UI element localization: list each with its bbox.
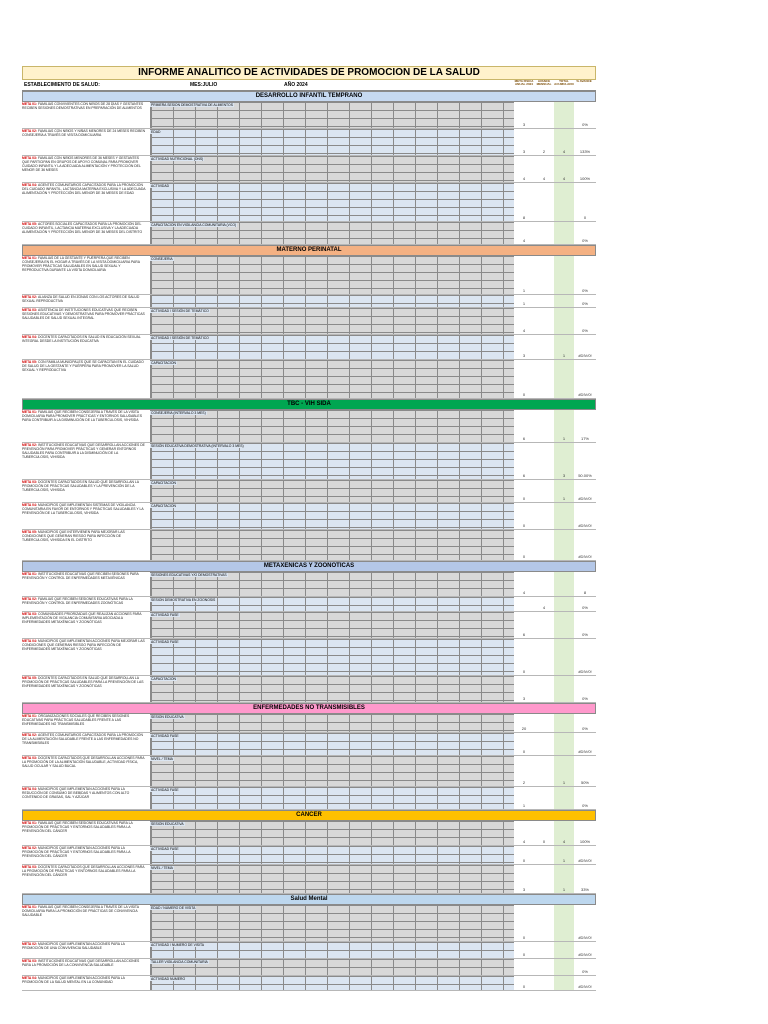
value-cells xyxy=(514,905,596,941)
goal-label: META 02: xyxy=(22,443,39,447)
goal-text: META 02: MUNICIPIOS QUE IMPLEMENTAN ACCIONES PARA LA PROMOCIÓN DE PRÁCTICAS Y ENTORNOS SALUDABLES PARA LA PREVENCIÓN DEL CÁNCER xyxy=(22,846,131,858)
activity-label: SESION EDUCATIVA xyxy=(151,822,184,826)
meta-value: 0 xyxy=(522,669,526,674)
percent-value: 100% xyxy=(579,839,591,844)
meta-value: 0 xyxy=(522,496,526,501)
total-bg xyxy=(554,676,574,702)
report-sheet xyxy=(22,66,596,989)
meta-value: 6 xyxy=(522,473,526,478)
avance-value: 4 xyxy=(542,176,546,181)
activity-grid xyxy=(150,256,514,294)
goal-label: META 03: xyxy=(22,959,39,963)
value-cells xyxy=(514,129,596,155)
value-cells xyxy=(514,846,596,864)
value-cells xyxy=(514,787,596,809)
goal-label: META 05: xyxy=(22,222,39,226)
goal-text: META 05: MUNICIPIOS QUE INTERVIENEN PARA MEJORAR LAS CONDICIONES QUE GENERAN RIESGO PARA INFECCIÓN DE TUBERCULOSIS, VIH/SIDA EN EL DISTRITO xyxy=(22,530,125,542)
value-cells xyxy=(514,676,596,702)
month-label: MES:JULIO xyxy=(190,82,218,88)
value-cells xyxy=(514,597,596,611)
goal-label: META 01: xyxy=(22,256,39,260)
goal-text: META 05: CON FAMILIA MUNICIPALES QUE SE CAPACITAN EN EL CUIDADO DE SALUD DE LA GESTANTE Y PUÉRPERA PARA PROMOVER LA SALUD SEXUAL Y REPRODUCTIVA xyxy=(22,360,144,372)
activity-label: ACTIVIDAD / NUMERO DE VISITA xyxy=(151,943,205,947)
goal-text: META 04: DOCENTES CAPACITADOS EN SALUD EN EDUCACIÓN SEXUAL INTEGRAL DESDE LA INSTITUCIÓN EDUCATIVA xyxy=(22,335,141,343)
percent-value: #DIV/0! xyxy=(578,523,592,528)
total-bg xyxy=(554,530,574,560)
goal-row xyxy=(22,156,596,183)
goal-label: META 05: xyxy=(22,530,39,534)
establishment-label: ESTABLECIMIENTO DE SALUD: xyxy=(24,82,100,88)
avance-value: 4 xyxy=(542,605,546,610)
activity-label: CAPACITACION xyxy=(151,481,176,485)
value-cells xyxy=(514,308,596,334)
sections xyxy=(22,91,596,991)
goal-text: META 03: DOCENTES CAPACITADOS QUE DESARROLLAN ACCIONES PARA LA PROMOCIÓN DE PRÁCTICAS Y ENTORNOS SALUDABLES PARA LA PREVENCIÓN DEL CÁNCER xyxy=(22,865,145,877)
goal-label: META 03: xyxy=(22,156,39,160)
goal-text: META 02: INSTITUCIONES EDUCATIVAS QUE DESARROLLAN ACCIONES DE PREVENCIÓN PARA PROMOVER PRÁCTICAS Y GENERAR ENTORNOS SALUDABLES PARA CONTRIBUIR A LA DISMINUCIÓN DE LA TUBERCULOSIS, VIH/SIDA xyxy=(22,443,145,459)
goal-row xyxy=(22,222,596,245)
goal-text: META 04: MUNICIPIOS QUE IMPLEMENTAN ACCIONES PARA MEJORAR LAS CONDICIONES QUE GENERAN RIESGO PARA INFECCIÓN DE ENFERMEDADES METAXÉNICAS Y ZOONÓTICAS xyxy=(22,639,145,651)
value-cells xyxy=(514,480,596,502)
activity-label: CONSEJERIA (INTERVALO 3 MES) xyxy=(151,411,206,415)
activity-grid xyxy=(150,787,514,809)
percent-value: 0% xyxy=(582,238,588,243)
percent-value: #DIV/0! xyxy=(578,749,592,754)
meta-value: 4 xyxy=(522,238,526,243)
year-label: AÑO 2024 xyxy=(284,82,308,88)
col-meta: META FISICA ANUAL 2024 xyxy=(514,79,534,87)
activity-label: CAPACITACION EN VIGILANCIA COMUNITARIA (VCO) xyxy=(151,223,237,227)
goal-row xyxy=(22,733,596,756)
goal-label: META 01: xyxy=(22,572,39,576)
value-cells xyxy=(514,572,596,596)
percent-value: 17% xyxy=(580,436,589,441)
value-cells xyxy=(514,360,596,398)
percent-value: 100% xyxy=(579,176,591,181)
goal-label: META 03: xyxy=(22,480,39,484)
section-header: ENFERMEDADES NO TRANSMISIBLES xyxy=(22,703,596,714)
goal-row xyxy=(22,335,596,360)
total-bg xyxy=(554,714,574,732)
col-total: TOTAL ACUMULADO xyxy=(554,79,574,87)
meta-value: 1 xyxy=(522,803,526,808)
percent-value: 0% xyxy=(582,328,588,333)
goal-text: META 02: MUNICIPIOS QUE IMPLEMENTAN ACCIONES PARA LA PROMOCIÓN DE UNA CONVIVENCIA SALUDABLE xyxy=(22,942,125,950)
goal-label: META 03: xyxy=(22,308,39,312)
goal-text: META 01: FAMILIAS QUE RECIBEN CONSEJERÍA A TRAVÉS DE LA VISITA DOMICILIARIA PARA PROMOVER PRÁCTICAS Y ENTORNOS SALUDABLES PARA CONTRIBUIR A LA DISMINUCIÓN DE LA TUBERCULOSIS, VIH/SIDA xyxy=(22,410,142,422)
percent-value: #DIV/0! xyxy=(578,669,592,674)
report-header xyxy=(22,80,596,91)
total-bg xyxy=(554,503,574,529)
total-value: 3 xyxy=(562,473,566,478)
goal-text: META 02: FAMILIAS QUE RECIBEN SESIONES EDUCATIVAS PARA LA PREVENCIÓN Y CONTROL DE ENFERMEDADES ZOONÓTICAS xyxy=(22,597,133,605)
value-cells xyxy=(514,821,596,845)
total-bg xyxy=(554,102,574,128)
goal-text: META 01: FAMILIAS QUE RECIBEN CONSEJERÍA A TRAVÉS DE LA VISITA DOMICILIARIA PARA LA PROMOCIÓN DE PRÁCTICAS DE CONVIVENCIA SALUDABLE xyxy=(22,905,139,917)
goal-row xyxy=(22,360,596,399)
activity-label: CAPACITACION xyxy=(151,677,176,681)
goal-text: META 04: MUNICIPIOS QUE IMPLEMENTAN ACCIONES PARA LA REDUCCIÓN DE CONSUMO DE BEBIDAS Y ALIMENTOS CON ALTO CONTENIDO DE GRASAS, SAL Y AZÚCAR xyxy=(22,787,130,799)
activity-label: ACTIVIDAD xyxy=(151,184,170,188)
meta-value: 6 xyxy=(522,436,526,441)
goal-text: META 02: ALIANZA DE SALUD EN ZONAS CON LOS ACTORES DE SALUD SEXUAL REPRODUCTIVA xyxy=(22,295,140,303)
goal-label: META 03: xyxy=(22,756,39,760)
percent-value: 8 xyxy=(583,590,587,595)
activity-label: NIVEL / TEMA xyxy=(151,866,173,870)
percent-value: #DIV/0! xyxy=(578,984,592,989)
goal-row xyxy=(22,102,596,129)
value-cells xyxy=(514,102,596,128)
goal-row xyxy=(22,572,596,597)
percent-value: 0% xyxy=(582,605,588,610)
activity-grid xyxy=(150,183,514,221)
meta-value: 0 xyxy=(522,392,526,397)
activity-grid xyxy=(150,612,514,638)
meta-value: 6 xyxy=(522,632,526,637)
goal-label: META 04: xyxy=(22,639,39,643)
percent-value: #DIV/0! xyxy=(578,952,592,957)
goal-label: META 03: xyxy=(22,865,39,869)
activity-grid xyxy=(150,714,514,732)
goal-row xyxy=(22,295,596,308)
activity-grid xyxy=(150,846,514,864)
goal-row xyxy=(22,597,596,612)
value-cells xyxy=(514,865,596,893)
goal-row xyxy=(22,959,596,976)
total-bg xyxy=(554,787,574,809)
section-header: TBC - VIH SIDA xyxy=(22,399,596,410)
section-header: CANCER xyxy=(22,810,596,821)
total-value: 4 xyxy=(562,839,566,844)
goal-label: META 02: xyxy=(22,597,39,601)
percent-value: 0% xyxy=(582,726,588,731)
activity-label: CONSEJERIA xyxy=(151,257,173,261)
goal-label: META 01: xyxy=(22,821,39,825)
activity-grid xyxy=(150,756,514,786)
total-bg xyxy=(554,597,574,611)
avance-value: 0 xyxy=(542,839,546,844)
meta-value: 1 xyxy=(522,301,526,306)
meta-value: 0 xyxy=(522,984,526,989)
col-avance: AVANCE MENSUAL xyxy=(536,79,552,87)
goal-text: META 03: DOCENTES CAPACITADOS QUE DESARROLLAN ACCIONES PARA LA PROMOCIÓN DE LA ALIMENTACIÓN SALUDABLE, ACTIVIDAD FÍSICA, SALUD OCULAR Y SALUD BUCAL xyxy=(22,756,145,768)
activity-label: EDAD xyxy=(151,130,161,134)
goal-text: META 02: FAMILIAS CON NIÑOS Y NIÑAS MENORES DE 24 MESES RECIBEN CONSEJERÍA A TRAVÉS DE VISITA DOMICILIARIA xyxy=(22,129,146,137)
goal-row xyxy=(22,443,596,480)
percent-value: #DIV/0! xyxy=(578,496,592,501)
meta-value: 1 xyxy=(522,288,526,293)
goal-text: META 03: DOCENTES CAPACITADOS EN SALUD QUE DESARROLLAN LA PROMOCIÓN DE PRÁCTICAS SALUDABLES Y LA PREVENCIÓN DE LA TUBERCULOSIS, VIH/SIDA xyxy=(22,480,139,492)
total-value: 1 xyxy=(562,887,566,892)
goal-row xyxy=(22,787,596,810)
total-bg xyxy=(554,295,574,307)
goal-label: META 01: xyxy=(22,714,39,718)
goal-row xyxy=(22,256,596,295)
goal-label: META 02: xyxy=(22,942,39,946)
percent-value: #DIV/0! xyxy=(578,858,592,863)
percent-value: 50.00% xyxy=(578,473,592,478)
activity-grid xyxy=(150,639,514,675)
goal-row xyxy=(22,756,596,787)
activity-label: EDAD / NUMERO DE VISITA xyxy=(151,906,196,910)
value-cells xyxy=(514,156,596,182)
total-value: 1 xyxy=(562,353,566,358)
meta-value: 3 xyxy=(522,353,526,358)
total-bg xyxy=(554,905,574,941)
total-bg xyxy=(554,360,574,398)
meta-value: 3 xyxy=(522,696,526,701)
activity-label: ACTIVIDAD NUMERO xyxy=(151,977,186,981)
meta-value: 0 xyxy=(522,858,526,863)
activity-grid xyxy=(150,676,514,702)
percent-value: 0% xyxy=(582,696,588,701)
meta-value: 0 xyxy=(522,952,526,957)
activity-label: PRIMERA SESION DEMOSTRATIVA DE ALIMENTOS xyxy=(151,103,233,107)
col-percent: % AVANCE xyxy=(576,79,592,83)
total-bg xyxy=(554,222,574,244)
goal-row xyxy=(22,846,596,865)
goal-text: META 02: AGENTES COMUNITARIOS CAPACITADOS PARA LA PROMOCIÓN DE LA ALIMENTACIÓN SALUDABLE FRENTE A LAS ENFERMEDADES NO TRANSMISIBLES xyxy=(22,733,143,745)
total-bg xyxy=(554,959,574,975)
goal-text: META 04: AGENTES COMUNITARIOS CAPACITADOS PARA LA PROMOCIÓN DEL CUIDADO INFANTIL, LACTANCIA MATERNA EXCLUSIVA Y LA ADECUADA ALIMENTACIÓN Y PROTECCIÓN DEL MENOR DE 36 MESES DE EDAD xyxy=(22,183,146,195)
value-cells xyxy=(514,756,596,786)
goal-label: META 04: xyxy=(22,976,39,980)
report-title: INFORME ANALITICO DE ACTIVIDADES DE PROMOCION DE LA SALUD xyxy=(22,66,596,80)
goal-label: META 04: xyxy=(22,183,39,187)
value-cells xyxy=(514,942,596,958)
goal-text: META 01: FAMILIAS CONVIVIENTES CON NIÑOS DE 28 DÍAS Y GESTANTES RECIBEN SESIONES DEMOSTRATIVAS EN PREPARACIÓN DE ALIMENTOS xyxy=(22,102,144,110)
activity-grid xyxy=(150,156,514,182)
section-header: Salud Mental xyxy=(22,894,596,905)
goal-text: META 05: ACTORES SOCIALES CAPACITADOS PARA LA PROMOCIÓN DEL CUIDADO INFANTIL, LACTANCIA MATERNA EXCLUSIVA Y LA ADECUADA ALIMENTACIÓN Y PROTECCIÓN DEL MENOR DE 36 MESES DEL DISTRITO xyxy=(22,222,143,234)
meta-value: 0 xyxy=(522,749,526,754)
goal-text: META 01: FAMILIAS DE LA GESTANTE Y PUÉRPERA QUE RECIBEN CONSEJERÍA EN EL HOGAR A TRAVÉS DE LA VISITA DOMICILIARIA PARA PROMOVER PRÁCTICAS SALUDABLES EN SALUD SEXUAL Y REPRODUCTIVA DURANTE LA VISITA DOMICILIARIA xyxy=(22,256,140,272)
percent-value: #DIV/0! xyxy=(578,935,592,940)
activity-label: ACTIVIDAD / SESIÓN DE TEMÁTICO xyxy=(151,336,209,340)
percent-value: 0% xyxy=(582,803,588,808)
goal-text: META 04: MUNICIPIOS QUE IMPLEMENTAN SISTEMAS DE VIGILANCIA COMUNITARIA EN FAVOR DE ENTORNOS Y PRÁCTICAS SALUDABLES Y LA PREVENCIÓN DE LA TUBERCULOSIS, VIH/SIDA xyxy=(22,503,144,515)
activity-grid xyxy=(150,821,514,845)
goal-label: META 01: xyxy=(22,102,39,106)
activity-label: CAPACITACION xyxy=(151,361,176,365)
percent-value: 133% xyxy=(579,149,591,154)
value-cells xyxy=(514,183,596,221)
section-header: METAXENICAS Y ZOONOTICAS xyxy=(22,561,596,572)
value-cells xyxy=(514,295,596,307)
goal-label: META 04: xyxy=(22,335,39,339)
activity-grid xyxy=(150,480,514,502)
total-bg xyxy=(554,256,574,294)
activity-grid xyxy=(150,129,514,155)
goal-label: META 02: xyxy=(22,733,39,737)
total-bg xyxy=(554,183,574,221)
activity-label: NIVEL / TEMA xyxy=(151,757,173,761)
meta-value: 4 xyxy=(522,590,526,595)
goal-row xyxy=(22,480,596,503)
meta-value: 0 xyxy=(522,554,526,559)
percent-value: 0% xyxy=(582,301,588,306)
goal-text: META 03: FAMILIAS CON NIÑOS MENORES DE 36 MESES Y GESTANTES QUE PARTICIPAN EN GRUPOS DE APOYO COMUNAL PARA PROMOVER CUIDADO INFANTIL Y LA ADECUADA ALIMENTACIÓN Y PROTECCIÓN DEL MENOR DE 36 MESES xyxy=(22,156,141,172)
meta-value: 4 xyxy=(522,328,526,333)
goal-row xyxy=(22,676,596,703)
meta-value: 8 xyxy=(522,215,526,220)
section-header: MATERNO PERINATAL xyxy=(22,245,596,256)
goal-text: META 05: DOCENTES CAPACITADOS EN SALUD QUE DESARROLLAN LA PROMOCIÓN DE PRÁCTICAS SALUDABLES PARA LA PREVENCIÓN DE LAS ENFERMEDADES METAXÉNICAS Y ZOONÓTICAS xyxy=(22,676,144,688)
value-cells xyxy=(514,410,596,442)
total-value: 1 xyxy=(562,436,566,441)
total-value: 4 xyxy=(562,176,566,181)
goal-row xyxy=(22,905,596,942)
goal-row xyxy=(22,503,596,530)
value-cells xyxy=(514,335,596,359)
percent-value: #DIV/0! xyxy=(578,353,592,358)
goal-row xyxy=(22,308,596,335)
activity-label: TALLER VIGILANCIA COMUNITARIA xyxy=(151,960,208,964)
percent-value: 0% xyxy=(582,632,588,637)
activity-label: SESIONES EDUCATIVAS Y/O DEMOSTRATIVAS xyxy=(151,573,227,577)
goal-row xyxy=(22,714,596,733)
percent-value: #DIV/0! xyxy=(578,554,592,559)
activity-label: ACTIVIDAD / SESIÓN DE TEMÁTICO xyxy=(151,309,209,313)
activity-label: SESION DEMOSTRATIVA EN ZOONOSIS xyxy=(151,598,216,602)
goal-text: META 01: ORGANIZACIONES SOCIALES QUE RECIBEN SESIONES EDUCATIVAS PARA PRÁCTICAS SALUDABLES FRENTE A LAS ENFERMEDADES NO TRANSMISIBLES xyxy=(22,714,130,726)
activity-label: ACTIVIDAD FASE xyxy=(151,788,179,792)
percent-value: 0% xyxy=(582,122,588,127)
goal-text: META 03: INSTITUCIONES EDUCATIVAS QUE DESARROLLAN ACCIONES PARA LA PROMOCIÓN DE LA CONVIVENCIA SALUDABLE xyxy=(22,959,140,967)
total-bg xyxy=(554,612,574,638)
goal-label: META 04: xyxy=(22,787,39,791)
percent-value: #DIV/0! xyxy=(578,392,592,397)
goal-row xyxy=(22,821,596,846)
percent-value: 0% xyxy=(582,969,588,974)
activity-label: ACTIVIDAD NUTRICIONAL (DNS) xyxy=(151,157,204,161)
activity-grid xyxy=(150,865,514,893)
goal-row xyxy=(22,976,596,991)
goal-label: META 01: xyxy=(22,905,39,909)
activity-grid xyxy=(150,733,514,755)
goal-label: META 05: xyxy=(22,360,39,364)
goal-label: META 02: xyxy=(22,295,39,299)
value-cells xyxy=(514,256,596,294)
value-cells xyxy=(514,503,596,529)
activity-grid xyxy=(150,295,514,307)
meta-value: 20 xyxy=(521,726,527,731)
value-cells xyxy=(514,976,596,990)
section-header: DESARROLLO INFANTIL TEMPRANO xyxy=(22,91,596,102)
activity-label: ACTIVIDAD FASE xyxy=(151,613,179,617)
meta-value: 4 xyxy=(522,839,526,844)
goal-row xyxy=(22,183,596,222)
goal-row xyxy=(22,410,596,443)
avance-value: 2 xyxy=(542,149,546,154)
value-cells xyxy=(514,222,596,244)
activity-label: SESIÓN EDUCATIVA DEMOSTRATIVA (INTERVALO 3 MES) xyxy=(151,444,244,448)
meta-value: 3 xyxy=(522,122,526,127)
activity-grid xyxy=(150,530,514,560)
total-value: 4 xyxy=(562,149,566,154)
total-value: 1 xyxy=(562,858,566,863)
activity-grid xyxy=(150,443,514,479)
total-bg xyxy=(554,639,574,675)
total-bg xyxy=(554,733,574,755)
goal-label: META 04: xyxy=(22,503,39,507)
total-bg xyxy=(554,308,574,334)
goal-text: META 01: FAMILIAS QUE RECIBEN SESIONES EDUCATIVAS PARA LA PROMOCIÓN DE PRÁCTICAS Y ENTORNOS SALUDABLES PARA LA PREVENCIÓN DEL CÁNCER xyxy=(22,821,133,833)
goal-label: META 05: xyxy=(22,676,39,680)
value-cells xyxy=(514,639,596,675)
meta-value: 0 xyxy=(522,935,526,940)
activity-label: ACTIVIDAD FASE xyxy=(151,847,179,851)
meta-value: 3 xyxy=(522,149,526,154)
activity-label: SESION EDUCATIVA xyxy=(151,715,184,719)
meta-value: 4 xyxy=(522,176,526,181)
value-cells xyxy=(514,612,596,638)
percent-value: 0 xyxy=(583,215,587,220)
goal-row xyxy=(22,612,596,639)
goal-row xyxy=(22,129,596,156)
percent-value: 50% xyxy=(580,780,589,785)
meta-value: 0 xyxy=(522,523,526,528)
meta-value: 2 xyxy=(522,780,526,785)
total-bg xyxy=(554,976,574,990)
total-bg xyxy=(554,572,574,596)
total-value: 1 xyxy=(562,496,566,501)
activity-grid xyxy=(150,360,514,398)
percent-value: 33% xyxy=(580,887,589,892)
activity-label: ACTIVIDAD FASE xyxy=(151,640,179,644)
goal-text: META 01: INSTITUCIONES EDUCATIVAS QUE RECIBEN SESIONES PARA PREVENCIÓN Y CONTROL DE ENFERMEDADES METAXÉNICAS xyxy=(22,572,139,580)
goal-label: META 02: xyxy=(22,129,39,133)
goal-row xyxy=(22,639,596,676)
activity-grid xyxy=(150,905,514,941)
value-cells xyxy=(514,443,596,479)
goal-row xyxy=(22,865,596,894)
activity-label: ACTIVIDAD FASE xyxy=(151,734,179,738)
goal-text: META 03: COMUNIDADES PRIORIZADAS QUE REALIZAN ACCIONES PARA IMPLEMENTACIÓN DE VIGILANCIA COMUNITARIA ASOCIADA A ENFERMEDADES METAXÉNICAS Y ZOONÓTICAS xyxy=(22,612,142,624)
goal-label: META 03: xyxy=(22,612,39,616)
total-bg xyxy=(554,942,574,958)
goal-row xyxy=(22,942,596,959)
goal-row xyxy=(22,530,596,561)
activity-grid xyxy=(150,503,514,529)
value-cells xyxy=(514,733,596,755)
value-cells xyxy=(514,959,596,975)
goal-text: META 03: ASISTENCIA DE INSTITUCIONES EDUCATIVAS QUE RECIBEN SESIONES EDUCATIVAS Y DEMOSTRATIVAS PARA PROMOVER PRÁCTICAS SALUDABLES DE SALUD SEXUAL INTEGRAL xyxy=(22,308,145,320)
meta-value: 3 xyxy=(522,887,526,892)
total-value: 1 xyxy=(562,780,566,785)
activity-label: CAPACITACION xyxy=(151,504,176,508)
goal-text: META 04: MUNICIPIOS QUE IMPLEMENTAN ACCIONES PARA LA PROMOCIÓN DE LA SALUD MENTAL EN LA COMUNIDAD xyxy=(22,976,125,984)
value-cells xyxy=(514,530,596,560)
percent-value: 0% xyxy=(582,288,588,293)
goal-label: META 02: xyxy=(22,846,39,850)
value-cells xyxy=(514,714,596,732)
activity-grid xyxy=(150,976,514,990)
goal-label: META 01: xyxy=(22,410,39,414)
